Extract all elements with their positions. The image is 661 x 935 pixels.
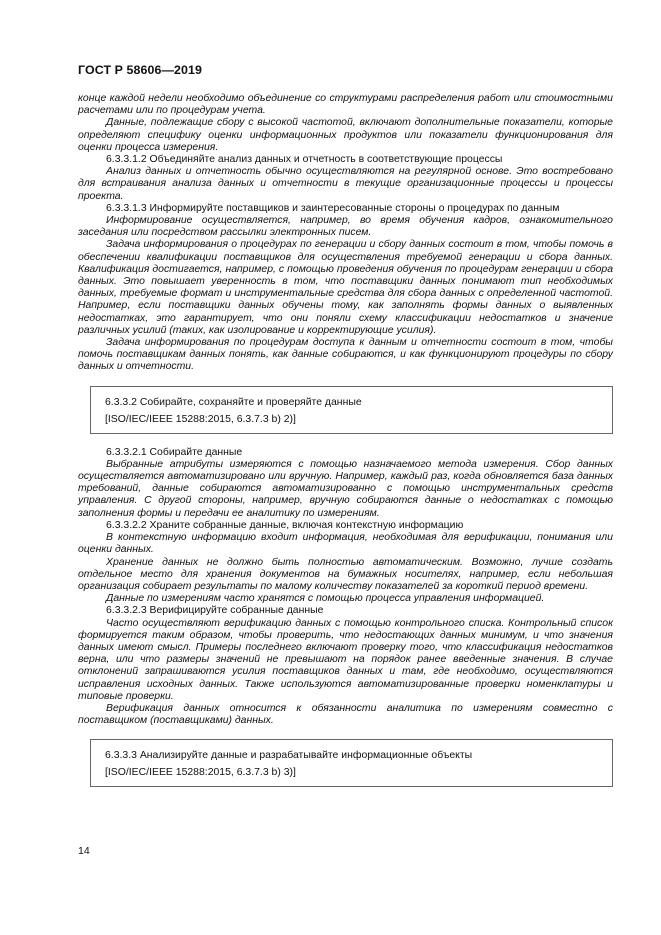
- paragraph: Информирование осуществляется, например, во время обучения кадров, ознакомительного заседания или посредством рассылки электронных писем.: [78, 215, 613, 239]
- paragraph: Данные по измерениям часто хранятся с помощью процесса управления информацией.: [106, 593, 545, 605]
- page-body: [78, 93, 613, 800]
- paragraph: Выбранные атрибуты измеряются с помощью назначаемого метода измерения. Сбор данных осуществляется автоматизировано или вручную. Например, каждый раз, когда обновляется база данных требований, данные собираются автоматизированно с помощью инструментальных средств управления. С другой стороны, например, вручную собираются данные о недостатках с помощью заполнения формы и передачи ее аналитику по измерениям.: [78, 458, 613, 519]
- clause-heading: 6.3.3.2.3 Верифицируйте собранные данные: [106, 605, 324, 617]
- requirement-box: [90, 739, 613, 787]
- box-title: 6.3.3.2 Собирайте, сохраняйте и проверяйте данные: [105, 396, 362, 408]
- clause-heading: 6.3.3.2.2 Храните собранные данные, включая контекстную информацию: [106, 519, 464, 531]
- paragraph: В контекстную информацию входит информация, необходимая для верификации, понимания или оценки данных.: [78, 532, 613, 556]
- page-number: 14: [78, 845, 90, 857]
- paragraph: Задача информирования по процедурам доступа к данным и отчетности состоит в том, чтобы помочь поставщикам данных понять, как данные собираются, и как функционируют процедуры по сбору данных и отчетности.: [78, 337, 613, 373]
- paragraph: конце каждой недели необходимо объединение со структурами распределения работ или стоимостными расчетами или по процедурам учета.: [78, 93, 613, 117]
- clause-heading: 6.3.3.2.1 Собирайте данные: [106, 446, 243, 458]
- document-header: ГОСТ Р 58606—2019: [78, 63, 202, 77]
- paragraph: Анализ данных и отчетность обычно осуществляются на регулярной основе. Это востребовано для встраивания анализа данных и отчетности в текущие организационные процессы и процессы проекта.: [78, 166, 613, 202]
- clause-heading: 6.3.3.1.3 Информируйте поставщиков и заинтересованные стороны о процедурах по данным: [106, 202, 560, 214]
- box-reference: [ISO/IEC/IEEE 15288:2015, 6.3.7.3 b) 3)]: [105, 767, 296, 779]
- requirement-box: [90, 386, 613, 434]
- clause-heading: 6.3.3.1.2 Объединяйте анализ данных и отчетность в соответствующие процессы: [106, 154, 503, 166]
- paragraph: Верификация данных относится к обязанности аналитика по измерениям совместно с поставщиком (поставщиками) данных.: [78, 702, 613, 727]
- paragraph: Задача информирования о процедурах по генерации и сбору данных состоит в том, чтобы помочь в обеспечении квалификации поставщиков для осуществления требуемой генерации и сбора данных. Квалификация достигается, например, с помощью проведения обучения по процедурам генерации и сбора данных. Это повышает уверенность в том, что поставщики данных понимают тип необходимых данных, требуемые формат и инструментальные средства для сбора данных с определенной частотой. Например, если поставщики данных обучены тому, как заполнять формы данных о выявленных недостатках, это гарантирует, что они поняли схему классификации недостатков и значение различных усилий (таких, как изолирование и корректирующие усилия).: [78, 239, 613, 336]
- box-title: 6.3.3.3 Анализируйте данные и разрабатывайте информационные объекты: [105, 750, 473, 762]
- paragraph: Данные, подлежащие сбору с высокой частотой, включают дополнительные показатели, которые определяют специфику оценки информационных продуктов или показатели функционирования для оценки процесса измерения.: [78, 117, 613, 153]
- box-reference: [ISO/IEC/IEEE 15288:2015, 6.3.7.3 b) 2)]: [105, 413, 296, 425]
- paragraph: Часто осуществляют верификацию данных с помощью контрольного списка. Контрольный список формируется таким образом, чтобы проверить, что недостающих данных минимум, и что значения данных имеют смысл. Примеры последнего включают проверку того, что классификация недостатков верна, или что размеры значений не превышают на порядок ранее введенные значения. В случае отклонений запрашиваются усилия поставщиков данных и там, где необходимо, осуществляются исправления исходных данных. Также используются автоматизированные проверки номенклатуры и типовые проверки.: [78, 617, 613, 702]
- paragraph: Хранение данных не должно быть полностью автоматическим. Возможно, лучше создать отдельное место для хранения документов на бумажных носителях, например, если небольшая организация собирает результаты по малому количеству показателей за короткий период времени.: [78, 556, 613, 592]
